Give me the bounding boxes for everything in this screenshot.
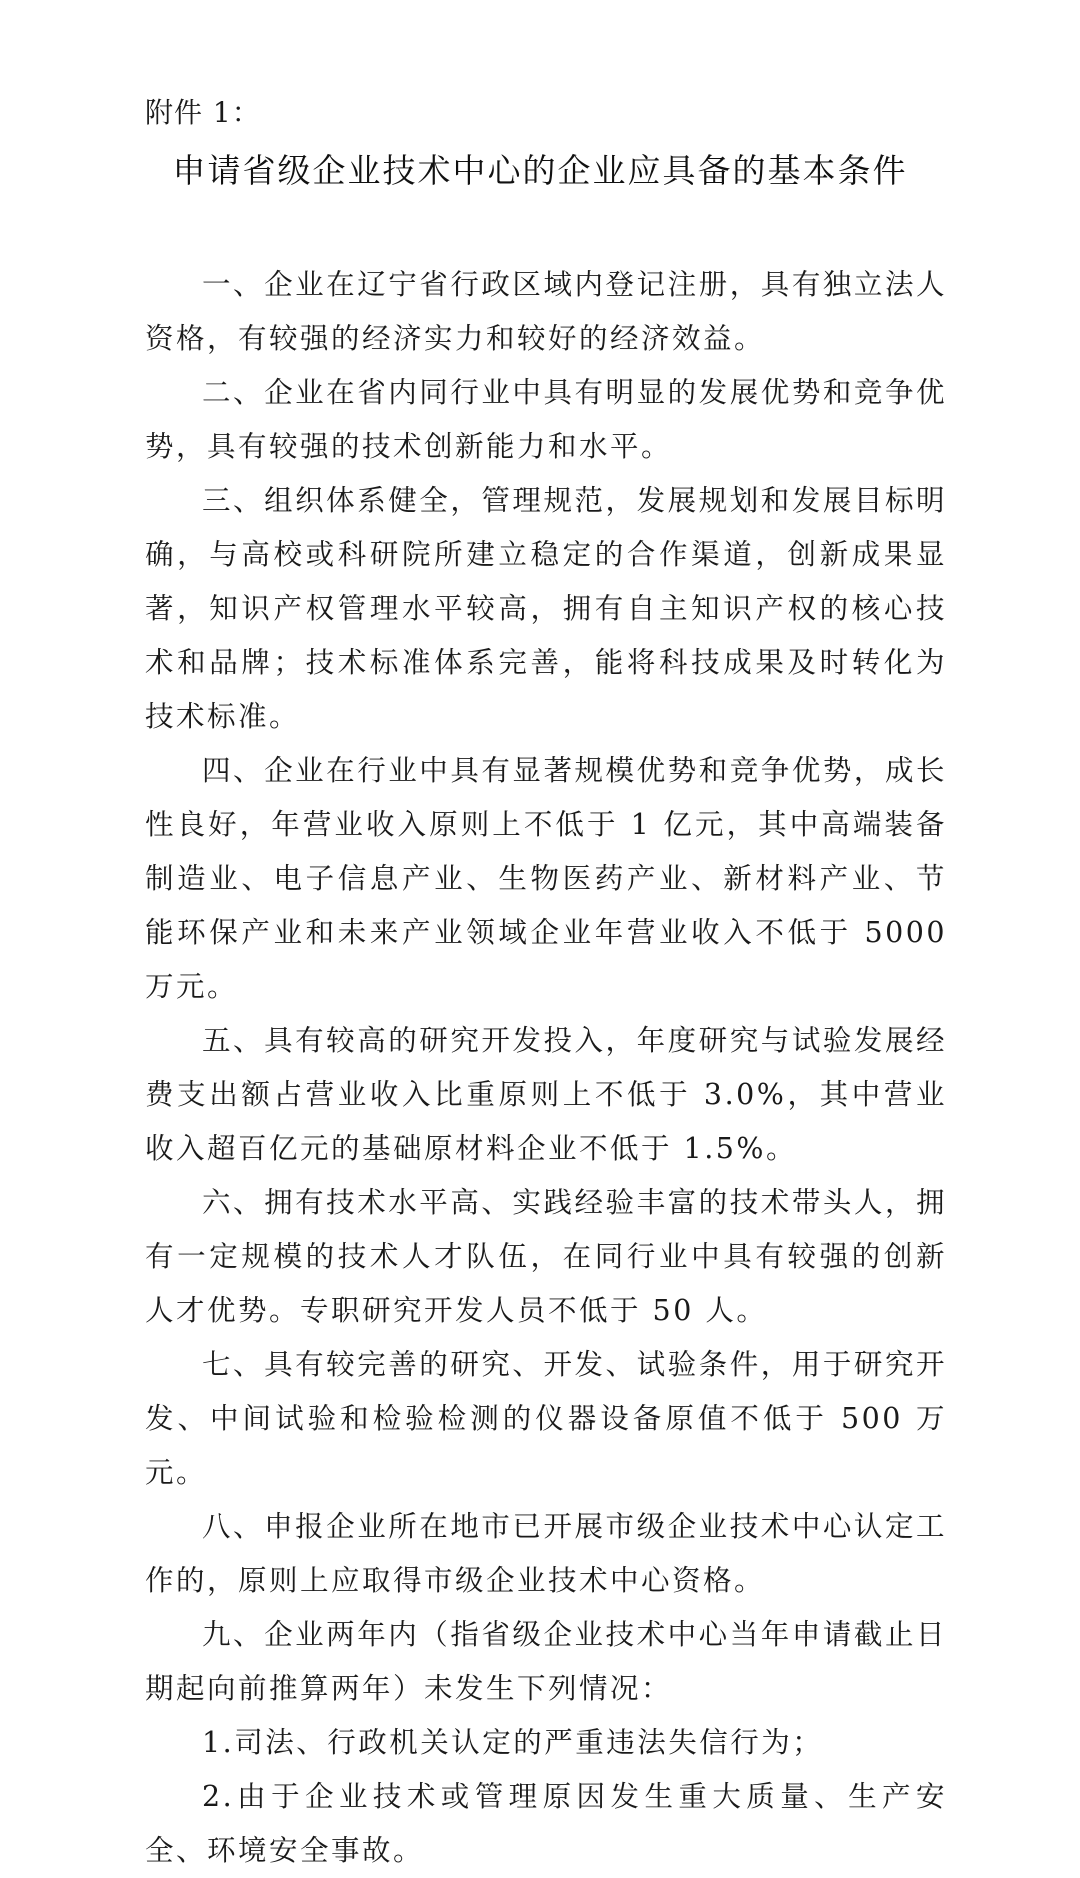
paragraph-7: 七、具有较完善的研究、开发、试验条件，用于研究开发、中间试验和检验检测的仪器设备原值不低于 500 万元。 [145, 1348, 947, 1489]
attachment-label: 附件 1： [145, 96, 261, 129]
document-body [145, 258, 947, 1878]
paragraph-9-item-2: 2.由于企业技术或管理原因发生重大质量、生产安全、环境安全事故。 [145, 1780, 947, 1867]
paragraph-6: 六、拥有技术水平高、实践经验丰富的技术带头人，拥有一定规模的技术人才队伍，在同行业中具有较强的创新人才优势。专职研究开发人员不低于 50 人。 [145, 1186, 947, 1327]
paragraph-3: 三、组织体系健全，管理规范，发展规划和发展目标明确，与高校或科研院所建立稳定的合作渠道，创新成果显著，知识产权管理水平较高，拥有自主知识产权的核心技术和品牌；技术标准体系完善，能将科技成果及时转化为技术标准。 [145, 484, 947, 733]
paragraph-4: 四、企业在行业中具有显著规模优势和竞争优势，成长性良好，年营业收入原则上不低于 1 亿元，其中高端装备制造业、电子信息产业、生物医药产业、新材料产业、节能环保产业和未来产业领域企业年营业收入不低于 5000 万元。 [145, 754, 947, 1003]
paragraph-9-item-1: 1.司法、行政机关认定的严重违法失信行为； [202, 1726, 824, 1759]
paragraph-5: 五、具有较高的研究开发投入，年度研究与试验发展经费支出额占营业收入比重原则上不低于 3.0%，其中营业收入超百亿元的基础原材料企业不低于 1.5%。 [145, 1024, 947, 1165]
paragraph-2: 二、企业在省内同行业中具有明显的发展优势和竞争优势，具有较强的技术创新能力和水平。 [145, 376, 947, 463]
paragraph-1: 一、企业在辽宁省行政区域内登记注册，具有独立法人资格，有较强的经济实力和较好的经济效益。 [145, 268, 947, 355]
document-title: 申请省级企业技术中心的企业应具备的基本条件 [172, 151, 908, 190]
paragraph-9: 九、企业两年内（指省级企业技术中心当年申请截止日期起向前推算两年）未发生下列情况： [145, 1618, 947, 1705]
paragraph-8: 八、申报企业所在地市已开展市级企业技术中心认定工作的，原则上应取得市级企业技术中心资格。 [145, 1510, 947, 1597]
